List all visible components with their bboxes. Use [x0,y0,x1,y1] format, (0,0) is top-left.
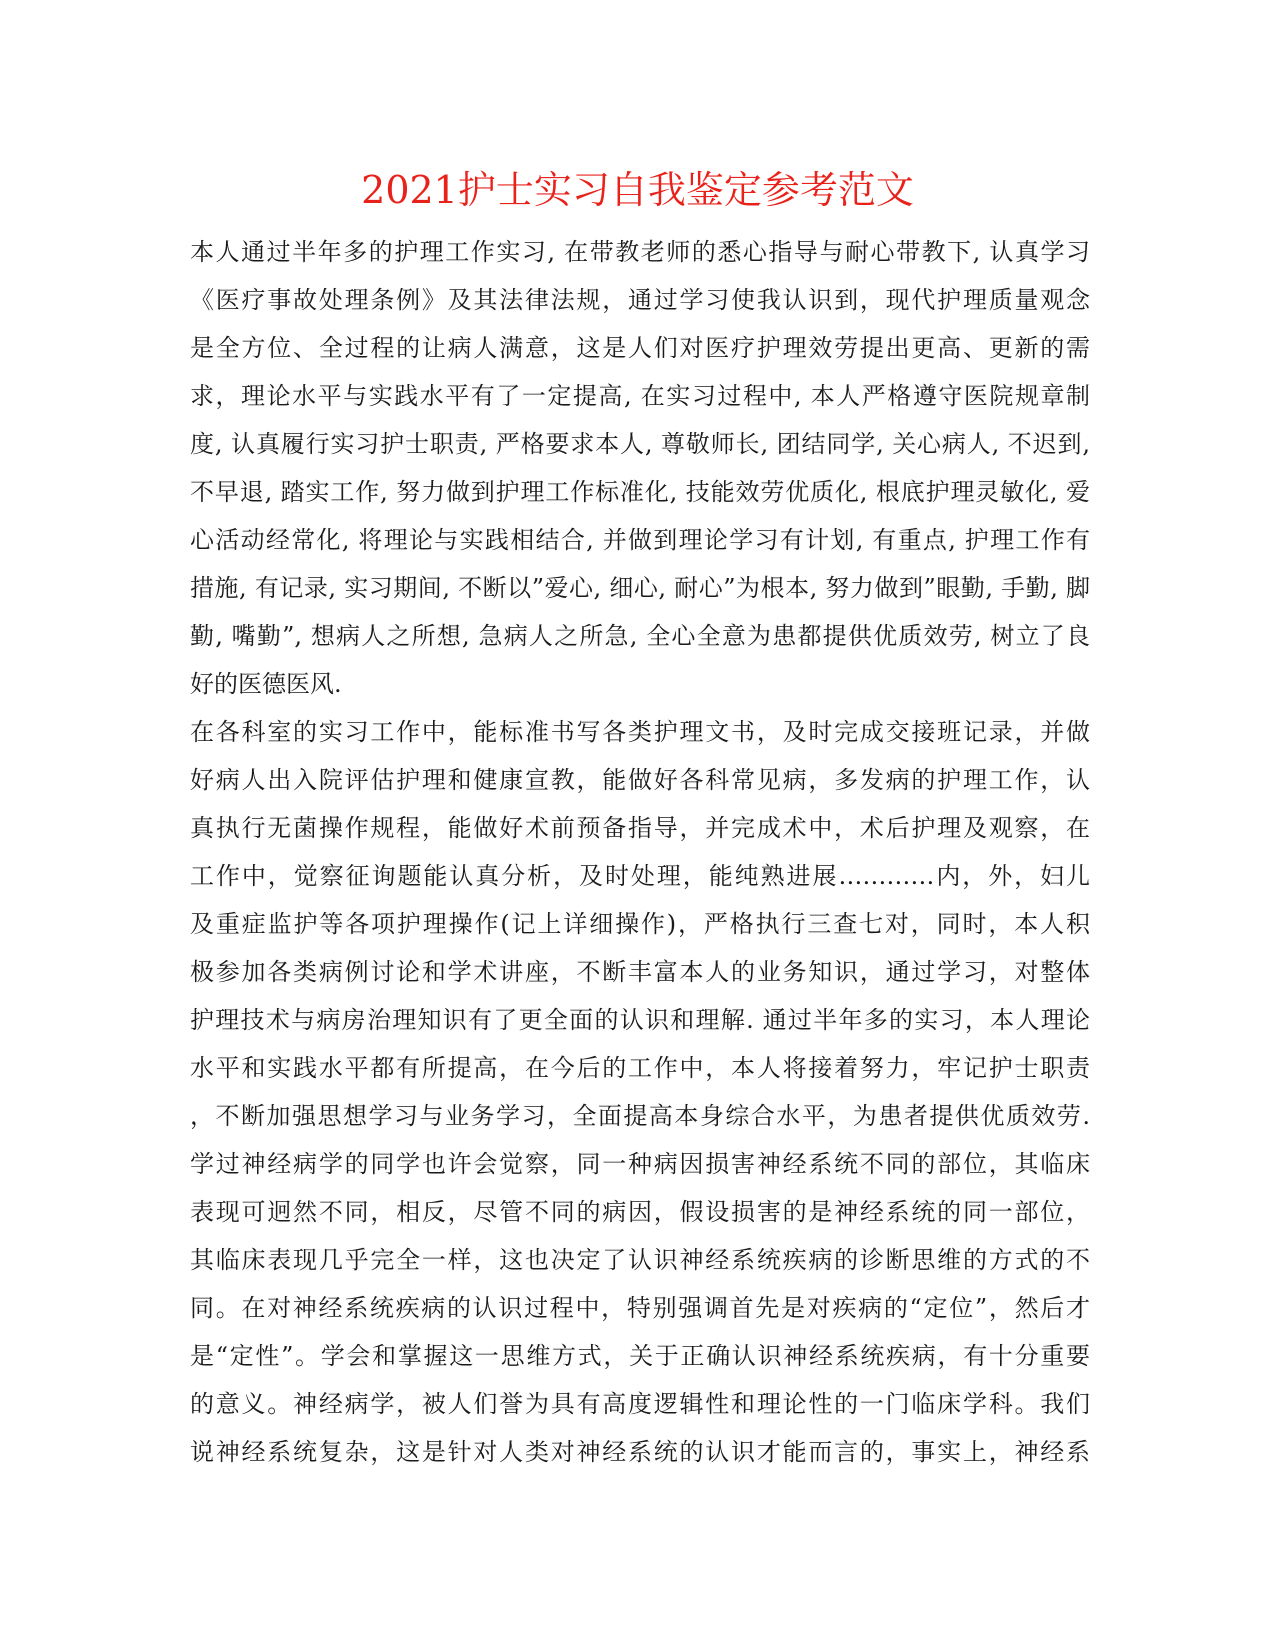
body-line: 工作中，觉察征询题能认真分析，及时处理，能纯熟进展…………内，外，妇儿 [190,862,1090,890]
body-line: 同。在对神经系统疾病的认识过程中，特别强调首先是对疾病的“定位”，然后才 [190,1294,1090,1322]
body-line: 度, 认真履行实习护士职责, 严格要求本人, 尊敬师长, 团结同学, 关心病人, 不迟到, [190,430,1090,458]
body-line: 好病人出入院评估护理和健康宣教，能做好各科常见病，多发病的护理工作，认 [190,766,1090,794]
document-body [190,228,1090,1476]
body-line: 是全方位、全过程的让病人满意，这是人们对医疗护理效劳提出更高、更新的需 [190,334,1090,362]
body-line: 的意义。神经病学，被人们誉为具有高度逻辑性和理论性的一门临床学科。我们 [190,1390,1090,1418]
body-line: 不早退, 踏实工作, 努力做到护理工作标准化, 技能效劳优质化, 根底护理灵敏化, 爱 [190,478,1090,506]
body-line: 求，理论水平与实践水平有了一定提高, 在实习过程中, 本人严格遵守医院规章制 [190,382,1090,410]
body-line: 好的医德医风. [190,670,342,698]
body-line: 护理技术与病房治理知识有了更全面的认识和理解. 通过半年多的实习，本人理论 [190,1006,1090,1034]
body-line: 极参加各类病例讨论和学术讲座，不断丰富本人的业务知识，通过学习，对整体 [190,958,1090,986]
body-line: ，不断加强思想学习与业务学习，全面提高本身综合水平，为患者提供优质效劳. [190,1102,1090,1130]
document-title: 2021护士实习自我鉴定参考范文 [361,168,914,212]
body-line: 表现可迥然不同，相反，尽管不同的病因，假设损害的是神经系统的同一部位， [190,1198,1090,1226]
body-line: 说神经系统复杂，这是针对人类对神经系统的认识才能而言的，事实上，神经系 [190,1438,1090,1466]
body-line: 在各科室的实习工作中，能标准书写各类护理文书，及时完成交接班记录，并做 [190,718,1090,746]
body-line: 水平和实践水平都有所提高，在今后的工作中，本人将接着努力，牢记护士职责 [190,1054,1090,1082]
body-line: 《医疗事故处理条例》及其法律法规，通过学习使我认识到，现代护理质量观念 [190,286,1090,314]
body-line: 心活动经常化, 将理论与实践相结合, 并做到理论学习有计划, 有重点, 护理工作有 [190,526,1090,554]
body-line: 是“定性”。学会和掌握这一思维方式，关于正确认识神经系统疾病，有十分重要 [190,1342,1090,1370]
body-line: 学过神经病学的同学也许会觉察，同一种病因损害神经系统不同的部位，其临床 [190,1150,1090,1178]
body-line: 本人通过半年多的护理工作实习, 在带教老师的悉心指导与耐心带教下, 认真学习 [190,238,1090,266]
body-line: 勤, 嘴勤”, 想病人之所想, 急病人之所急, 全心全意为患都提供优质效劳, 树立了良 [190,622,1090,650]
body-line: 其临床表现几乎完全一样，这也决定了认识神经系统疾病的诊断思维的方式的不 [190,1246,1090,1274]
body-line: 措施, 有记录, 实习期间, 不断以”爱心, 细心, 耐心”为根本, 努力做到”眼勤, 手勤, 脚 [190,574,1090,602]
body-line: 真执行无菌操作规程，能做好术前预备指导，并完成术中，术后护理及观察，在 [190,814,1090,842]
body-line: 及重症监护等各项护理操作(记上详细操作)，严格执行三查七对，同时，本人积 [190,910,1090,938]
